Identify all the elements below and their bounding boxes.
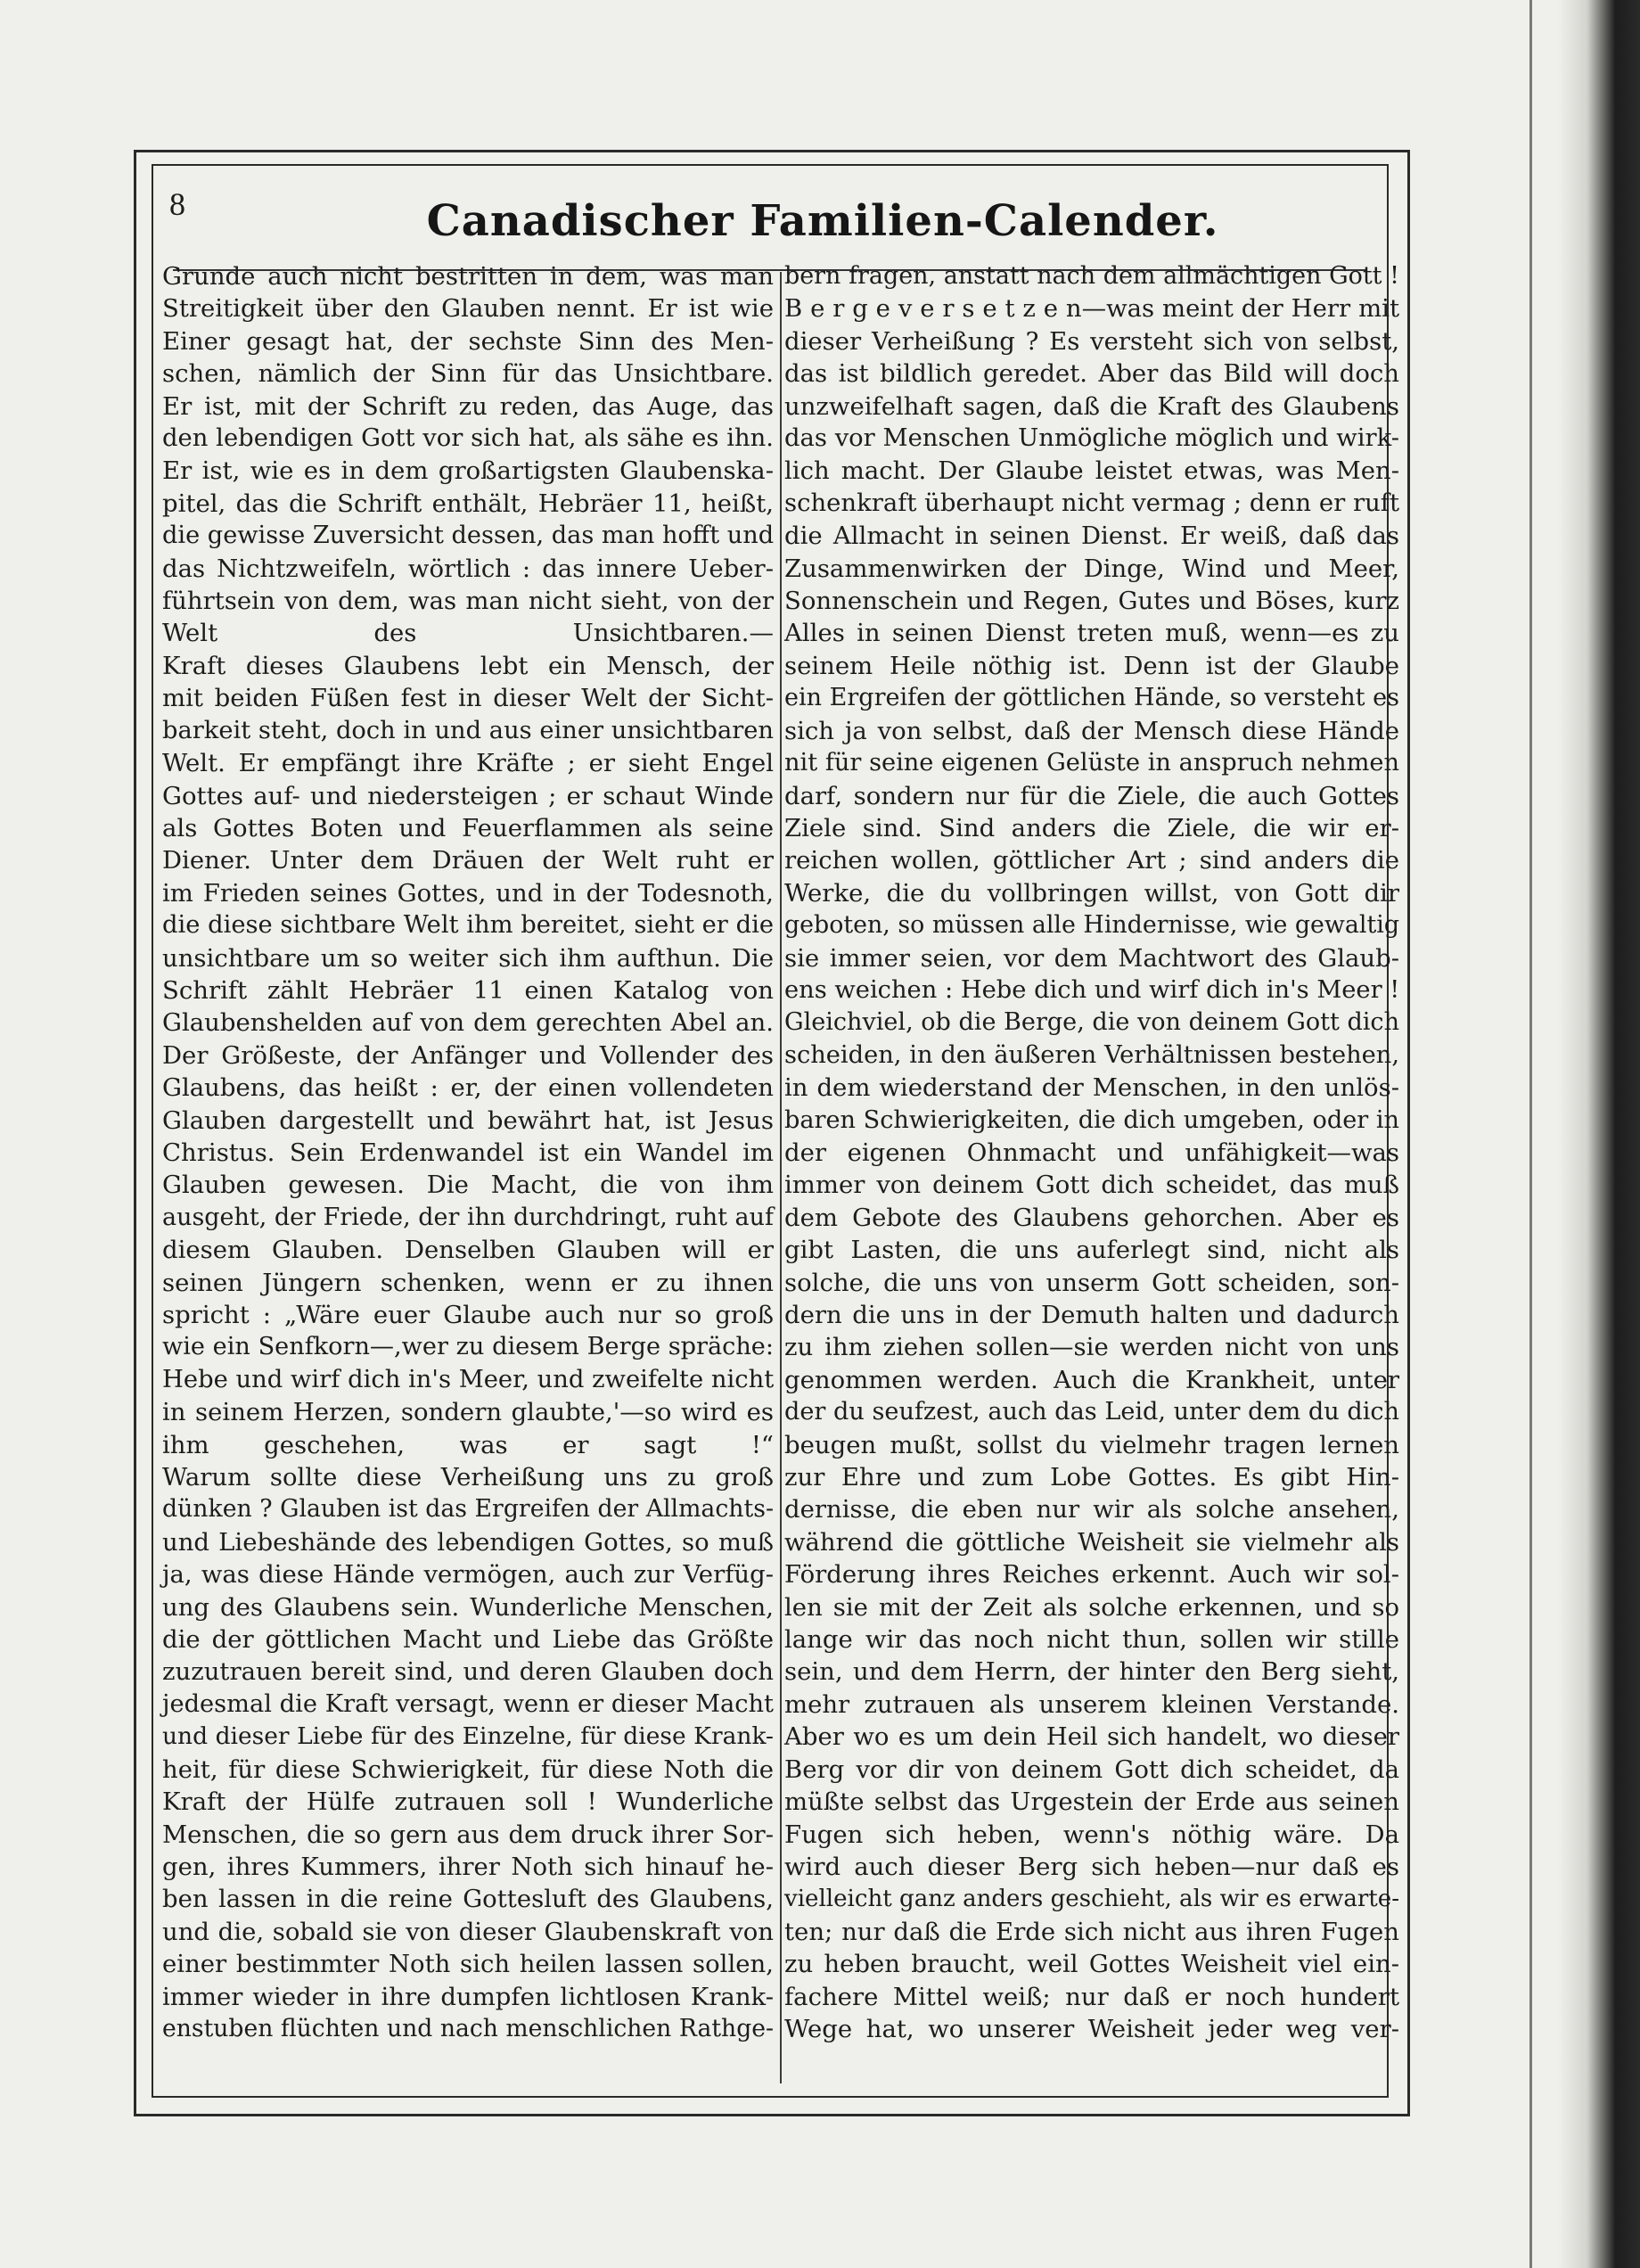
text-line: Berg vor dir von deinem Gott dich scheidet, da (784, 1754, 1399, 1784)
text-line: ein Ergreifen der göttlichen Hände, so versteht es (784, 684, 1399, 712)
text-line: Welt. Er empfängt ihre Kräfte ; er sieht Engel (162, 749, 774, 778)
text-line: Werke, die du vollbringen willst, von Gott dir (784, 878, 1399, 908)
text-line: scheiden, in den äußeren Verhältnissen bestehen, (784, 1040, 1399, 1069)
text-line: pitel, das die Schrift enthält, Hebräer 11, heißt, (162, 489, 774, 518)
text-line: lange wir das noch nicht thun, sollen wir stille (784, 1625, 1399, 1655)
text-line: len sie mit der Zeit als solche erkennen, und so (784, 1592, 1399, 1622)
text-line: der eigenen Ohnmacht und unfähigkeit—was (784, 1138, 1399, 1167)
text-line: unzweifelhaft sagen, daß die Kraft des Glaubens (784, 391, 1399, 421)
text-line: Der Größeste, der Anfänger und Vollender des (162, 1040, 774, 1070)
text-line: immer von deinem Gott dich scheidet, das muß (784, 1171, 1399, 1200)
text-line: geboten, so müssen alle Hindernisse, wie gewaltig (784, 911, 1399, 940)
text-line: Diener. Unter dem Dräuen der Welt ruht er (162, 846, 774, 875)
text-line: genommen werden. Auch die Krankheit, unter (784, 1365, 1399, 1394)
text-line: das vor Menschen Unmögliche möglich und wirk- (784, 424, 1399, 453)
page-number: 8 (169, 186, 185, 222)
text-line: schenkraft überhaupt nicht vermag ; denn er ruft (784, 489, 1399, 517)
text-line: Gottes auf- und niedersteigen ; er schaut Winde (162, 781, 774, 810)
text-line: baren Schwierigkeiten, die dich umgeben, oder in (784, 1105, 1399, 1134)
text-line: Kraft dieses Glaubens lebt ein Mensch, der (162, 651, 774, 680)
text-line: mit beiden Füßen fest in dieser Welt der Sicht- (162, 684, 774, 713)
text-line: wird auch dieser Berg sich heben—nur daß es (784, 1852, 1399, 1881)
text-line: Einer gesagt hat, der sechste Sinn des Men- (162, 326, 774, 356)
text-line: barkeit steht, doch in und aus einer unsichtbaren (162, 716, 774, 744)
text-line: ausgeht, der Friede, der ihn durchdringt, ruht auf (162, 1203, 774, 1231)
text-line: enstuben flüchten und nach menschlichen Rathge- (162, 2014, 774, 2042)
text-line: und Liebeshände des lebendigen Gottes, so muß (162, 1527, 774, 1557)
text-line: dem Gebote des Glaubens gehorchen. Aber es (784, 1203, 1399, 1232)
text-line: dünken ? Glauben ist das Ergreifen der Allmachts- (162, 1495, 774, 1524)
text-line: heit, für diese Schwierigkeit, für diese Noth die (162, 1754, 774, 1784)
text-line: die Allmacht in seinen Dienst. Er weiß, daß das (784, 522, 1399, 551)
text-line: die der göttlichen Macht und Liebe das Größte (162, 1625, 774, 1655)
text-line: Aber wo es um dein Heil sich handelt, wo dieser (784, 1722, 1399, 1752)
text-line: bern fragen, anstatt nach dem allmächtigen Gott ! (784, 262, 1399, 290)
text-line: Glaubenshelden auf von dem gerechten Abel an. (162, 1008, 774, 1038)
text-line: das Nichtzweifeln, wörtlich : das innere Ueber- (162, 554, 774, 583)
text-line: spricht : „Wäre euer Glaube auch nur so groß (162, 1301, 774, 1329)
page-header (152, 178, 1387, 267)
text-line: sich ja von selbst, daß der Mensch diese Hände (784, 716, 1399, 745)
facing-page-shadow (1558, 0, 1640, 2268)
text-line: ihm geschehen, was er sagt !“ (162, 1430, 774, 1459)
text-line: Glauben dargestellt und bewährt hat, ist Jesus (162, 1105, 774, 1135)
text-line: ten; nur daß die Erde sich nicht aus ihren Fugen (784, 1917, 1399, 1946)
text-line: Gleichviel, ob die Berge, die von deinem Gott dich (784, 1008, 1399, 1037)
text-line: Wege hat, wo unserer Weisheit jeder weg ver- (784, 2014, 1399, 2043)
text-line: im Frieden seines Gottes, und in der Todesnoth, (162, 878, 774, 908)
text-line: darf, sondern nur für die Ziele, die auch Gottes (784, 781, 1399, 810)
text-line: diesem Glauben. Denselben Glauben will er (162, 1236, 774, 1265)
text-line: Er ist, mit der Schrift zu reden, das Auge, das (162, 391, 774, 421)
text-line: Hebe und wirf dich in's Meer, und zweifelte nicht (162, 1365, 775, 1393)
text-line: reichen wollen, göttlicher Art ; sind anders die (784, 846, 1399, 875)
text-line: ja, was diese Hände vermögen, auch zur Verfüg- (162, 1560, 774, 1590)
text-line: ens weichen : Hebe dich und wirf dich in's Meer ! (784, 975, 1400, 1004)
text-line: Förderung ihres Reiches erkennt. Auch wir sol- (784, 1560, 1399, 1590)
text-line: während die göttliche Weisheit sie vielmehr als (784, 1527, 1399, 1557)
text-line: Alles in seinen Dienst treten muß, wenn—es zu (784, 619, 1399, 648)
text-line: die gewisse Zuversicht dessen, das man hofft und (162, 522, 775, 550)
text-line: sein, und dem Herrn, der hinter den Berg sieht, (784, 1657, 1399, 1687)
text-line: seinen Jüngern schenken, wenn er zu ihnen (162, 1268, 774, 1297)
text-line: ben lassen in die reine Gottesluft des Glaubens, (162, 1885, 774, 1914)
text-line: sie immer seien, vor dem Machtwort des Glaub- (784, 943, 1399, 973)
text-line: Glaubens, das heißt : er, der einen vollendeten (162, 1073, 774, 1103)
text-line: zuzutrauen bereit sind, und deren Glauben doch (162, 1657, 774, 1687)
text-line: gen, ihres Kummers, ihrer Noth sich hinauf he- (162, 1852, 774, 1881)
text-line: dern die uns in der Demuth halten und dadurch (784, 1301, 1399, 1329)
text-line: immer wieder in ihre dumpfen lichtlosen Krank- (162, 1982, 774, 2011)
text-line: einer bestimmter Noth sich heilen lassen sollen, (162, 1950, 774, 1979)
text-line: Christus. Sein Erdenwandel ist ein Wandel im (162, 1138, 774, 1167)
text-line: Er ist, wie es in dem großartigsten Glaubenska- (162, 456, 774, 486)
text-line: der du seufzest, auch das Leid, unter dem du dich (784, 1398, 1399, 1426)
text-line: B e r g e v e r s e t z e n—was meint der Herr mit (784, 294, 1399, 324)
text-line: gibt Lasten, die uns auferlegt sind, nicht als (784, 1236, 1399, 1265)
text-line: als Gottes Boten und Feuerflammen als seine (162, 813, 774, 842)
text-line: und die, sobald sie von dieser Glaubenskraft von (162, 1917, 774, 1946)
running-title: Canadischer Familien-Calender. (426, 196, 1219, 246)
text-line: den lebendigen Gott vor sich hat, als sähe es ihn. (162, 424, 774, 453)
text-line: zu ihm ziehen sollen—sie werden nicht von uns (784, 1333, 1399, 1362)
text-line: Schrift zählt Hebräer 11 einen Katalog von (162, 975, 774, 1005)
text-line: Zusammenwirken der Dinge, Wind und Meer, (784, 554, 1399, 583)
text-line: wie ein Senfkorn—,wer zu diesem Berge spräche: (162, 1333, 774, 1361)
text-line: führtsein von dem, was man nicht sieht, von der (162, 587, 774, 616)
text-line: Menschen, die so gern aus dem druck ihrer Sor- (162, 1820, 774, 1849)
text-line: Warum sollte diese Verheißung uns zu groß (162, 1463, 774, 1492)
text-line: Glauben gewesen. Die Macht, die von ihm (162, 1171, 774, 1200)
text-line: nit für seine eigenen Gelüste in anspruch nehmen (784, 749, 1399, 777)
text-line: zur Ehre und zum Lobe Gottes. Es gibt Hin- (784, 1463, 1399, 1492)
text-line: die diese sichtbare Welt ihm bereitet, sieht er die (162, 911, 774, 940)
text-line: ung des Glaubens sein. Wunderliche Menschen, (162, 1592, 774, 1622)
text-line: Streitigkeit über den Glauben nennt. Er ist wie (162, 294, 774, 324)
text-line: Sonnenschein und Regen, Gutes und Böses, kurz (784, 587, 1399, 616)
text-line: dieser Verheißung ? Es versteht sich von selbst, (784, 326, 1399, 356)
text-line: müßte selbst das Urgestein der Erde aus seinen (784, 1787, 1399, 1817)
text-line: fachere Mittel weiß; nur daß er noch hundert (784, 1982, 1399, 2011)
text-line: und dieser Liebe für des Einzelne, für diese Krank- (162, 1722, 774, 1751)
text-line: in seinem Herzen, sondern glaubte,'—so wird es (162, 1398, 774, 1427)
text-line: das ist bildlich geredet. Aber das Bild will doch (784, 359, 1399, 389)
text-line: unsichtbare um so weiter sich ihm aufthun. Die (162, 943, 774, 973)
text-line: Grunde auch nicht bestritten in dem, was man (162, 262, 774, 291)
right-column (784, 260, 1399, 2045)
text-line: Ziele sind. Sind anders die Ziele, die wir er- (784, 813, 1399, 842)
text-line: jedesmal die Kraft versagt, wenn er dieser Macht (162, 1689, 774, 1718)
text-line: mehr zutrauen als unserem kleinen Verstande. (784, 1689, 1399, 1719)
left-column (162, 260, 774, 2045)
text-line: Kraft der Hülfe zutrauen soll ! Wunderliche (162, 1787, 774, 1817)
text-line: beugen mußt, sollst du vielmehr tragen lernen (784, 1430, 1399, 1459)
text-line: seinem Heile nöthig ist. Denn ist der Glaube (784, 651, 1399, 680)
text-line: Welt des Unsichtbaren.— (162, 619, 774, 648)
text-line: vielleicht ganz anders geschieht, als wir es erwarte- (784, 1886, 1399, 1913)
text-line: solche, die uns von unserm Gott scheiden, son- (784, 1268, 1399, 1297)
text-line: Fugen sich heben, wenn's nöthig wäre. Da (784, 1820, 1399, 1849)
text-line: lich macht. Der Glaube leistet etwas, was Men- (784, 456, 1399, 486)
text-line: zu heben braucht, weil Gottes Weisheit viel ein- (784, 1950, 1399, 1979)
text-line: in dem wiederstand der Menschen, in den unlös- (784, 1073, 1399, 1103)
text-line: dernisse, die eben nur wir als solche ansehen, (784, 1495, 1399, 1524)
page-edge-line (1529, 0, 1532, 2268)
column-divider (780, 272, 782, 2083)
text-line: schen, nämlich der Sinn für das Unsichtbare. (162, 359, 774, 389)
